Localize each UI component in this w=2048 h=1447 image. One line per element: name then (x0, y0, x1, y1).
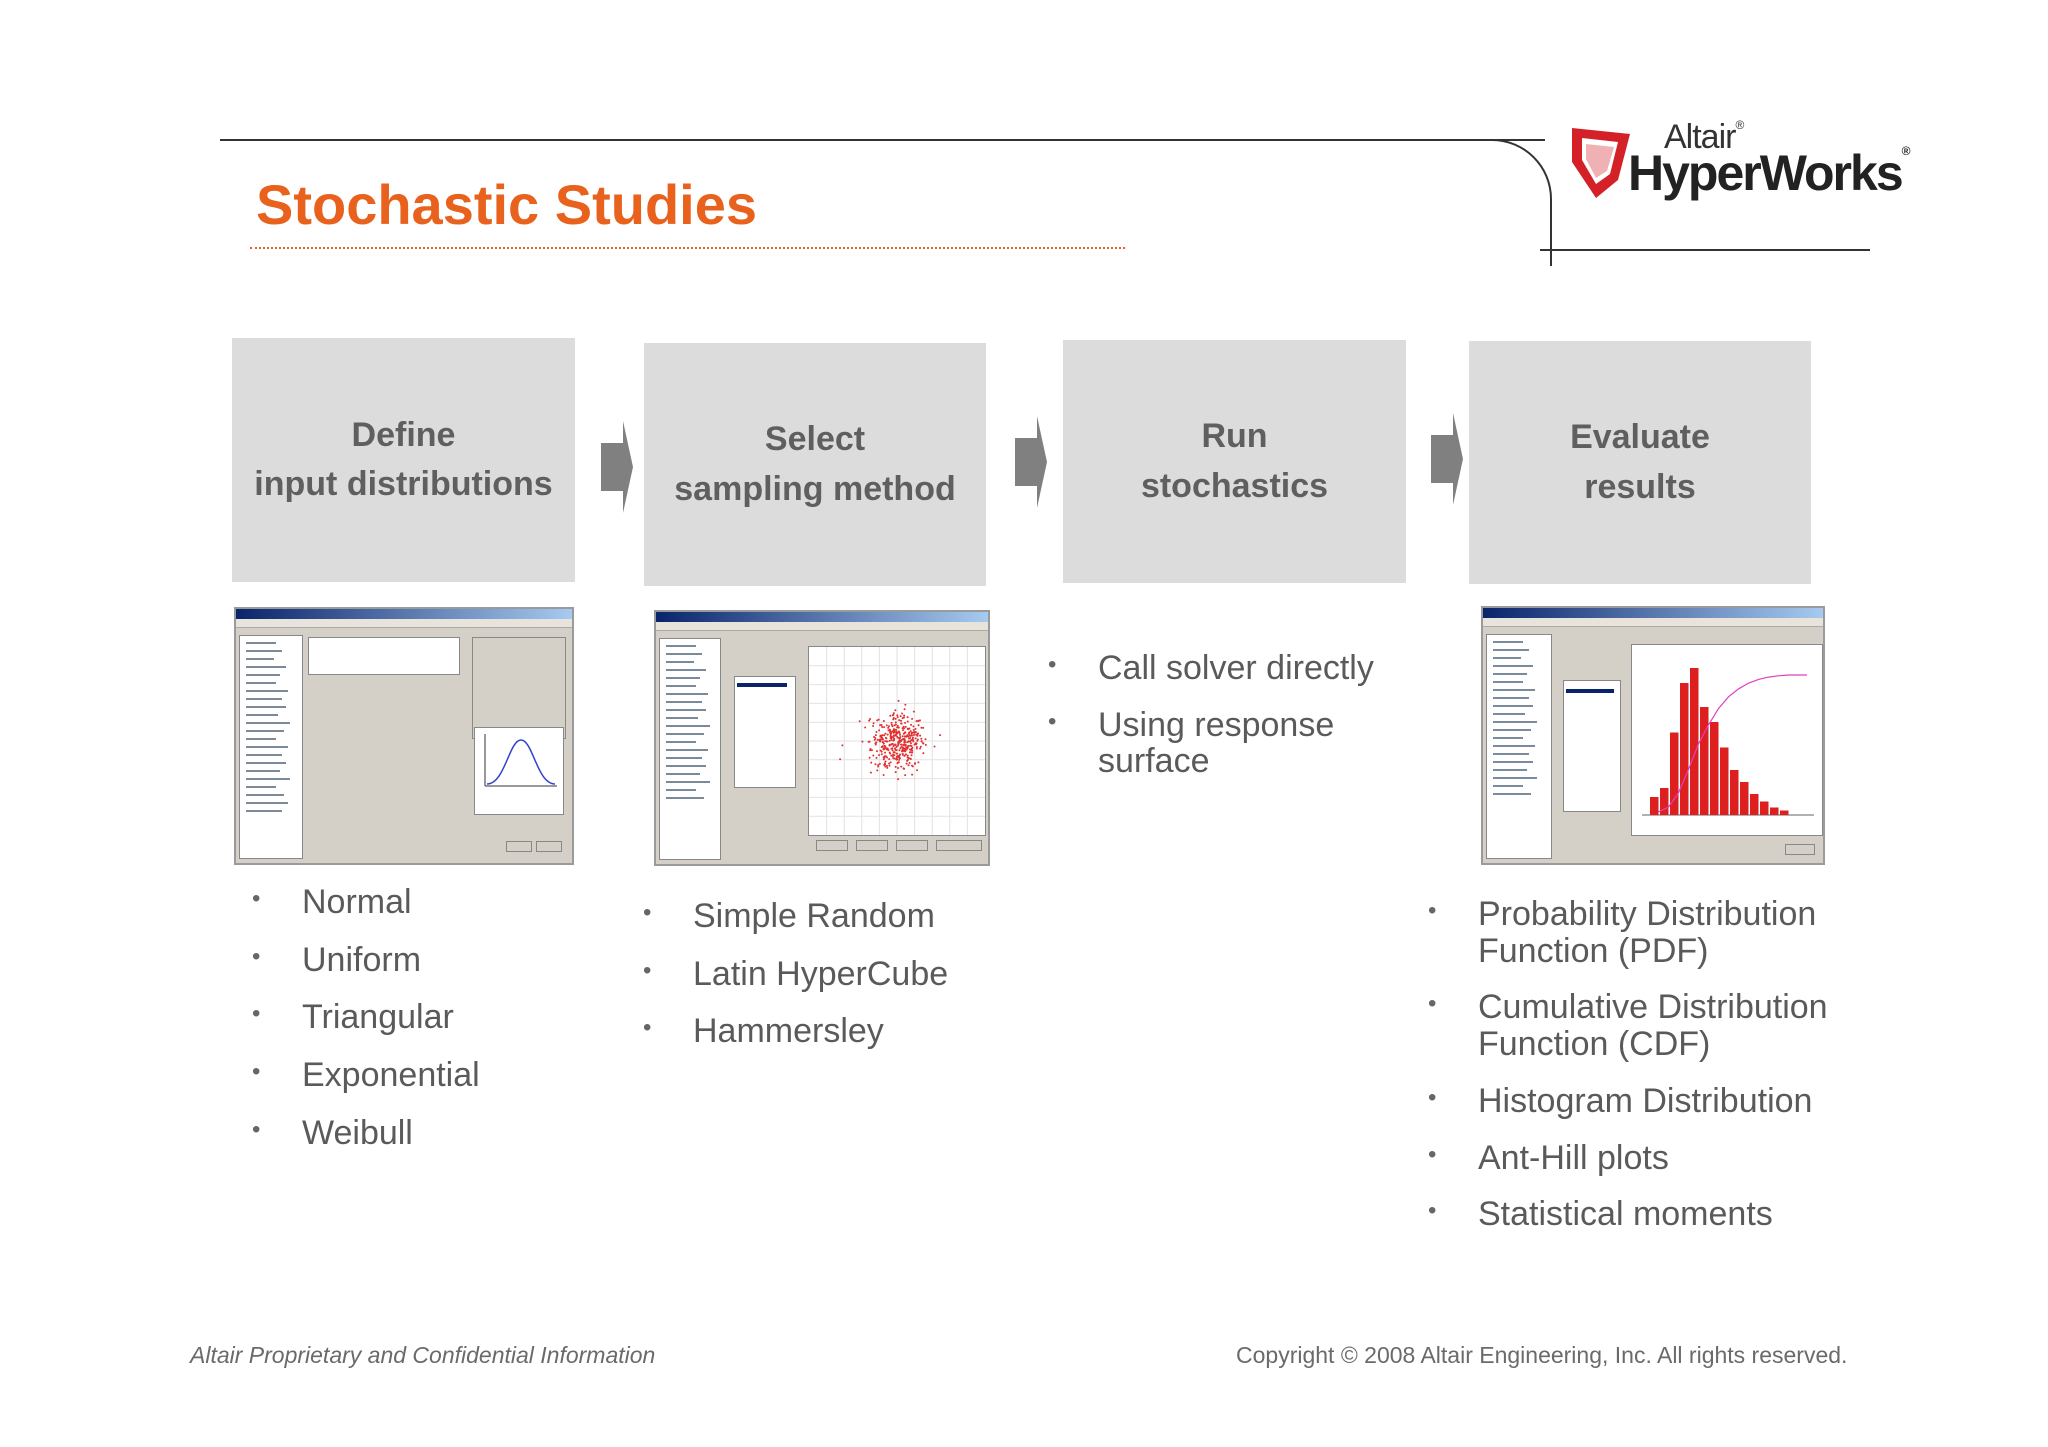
histogram-bar (1740, 782, 1749, 815)
sampling-methods-list (643, 898, 948, 1071)
sample-point (894, 709, 896, 711)
sample-point (922, 743, 924, 745)
sample-point (895, 771, 897, 773)
sample-point (902, 735, 904, 737)
variables-table (308, 637, 460, 675)
sample-point (876, 757, 878, 759)
sample-point (915, 742, 917, 744)
sample-point (884, 745, 886, 747)
sample-point (919, 735, 921, 737)
sample-point (902, 754, 904, 756)
sample-point (911, 750, 913, 752)
sample-point (883, 748, 885, 750)
sample-point (897, 716, 899, 718)
sample-point (892, 740, 894, 742)
sample-point (894, 729, 896, 731)
sample-point (886, 765, 888, 767)
sample-point (902, 746, 904, 748)
sample-point (902, 729, 904, 731)
sample-point (911, 747, 913, 749)
header-rule (220, 139, 1545, 141)
histogram-bar (1780, 811, 1789, 816)
sample-point (905, 736, 907, 738)
sample-point (869, 718, 871, 720)
logo-hyperworks-text: HyperWorks® (1628, 144, 1909, 201)
sample-point (910, 745, 912, 747)
sample-point (881, 746, 883, 748)
window-menubar (236, 619, 572, 628)
sample-point (903, 767, 905, 769)
sample-point (888, 758, 890, 760)
sample-point (875, 734, 877, 736)
sample-point (864, 727, 866, 729)
sample-point (893, 738, 895, 740)
sample-point (920, 727, 922, 729)
sample-point (890, 748, 892, 750)
window-menubar (1483, 618, 1823, 627)
sample-point (907, 759, 909, 761)
sample-point (907, 721, 909, 723)
sample-point (892, 755, 894, 757)
sample-point (913, 734, 915, 736)
histogram-bar (1730, 770, 1739, 815)
list-item: • Uniform (252, 942, 480, 979)
sample-point (879, 724, 881, 726)
sample-point (887, 727, 889, 729)
list-item: • Normal (252, 884, 480, 921)
properties-panel (472, 637, 566, 739)
sample-point (876, 750, 878, 752)
sample-point (910, 724, 912, 726)
sample-point (907, 728, 909, 730)
sample-point (884, 733, 886, 735)
sample-point (899, 737, 901, 739)
hyperworks-logo-mark-icon (1566, 122, 1636, 202)
sample-point (889, 744, 891, 746)
list-item: • Statistical moments (1428, 1196, 1898, 1233)
sample-point (879, 736, 881, 738)
sample-point (887, 729, 889, 731)
sample-point (920, 738, 922, 740)
sample-point (877, 739, 879, 741)
sample-point (906, 763, 908, 765)
sample-point (892, 749, 894, 751)
sample-point (883, 758, 885, 760)
back-button (1785, 844, 1815, 855)
sample-point (877, 765, 879, 767)
sample-point (897, 732, 899, 734)
sample-point (890, 733, 892, 735)
sample-point (897, 745, 899, 747)
sample-point (874, 737, 876, 739)
list-item: • Using response surface (1048, 707, 1418, 780)
flow-arrow-icon (1015, 416, 1047, 508)
sample-point (900, 722, 902, 724)
distribution-types-list (252, 884, 480, 1173)
sample-point (908, 727, 910, 729)
sample-point (868, 741, 870, 743)
sample-point (839, 758, 841, 760)
sample-point (875, 731, 877, 733)
sample-point (897, 743, 899, 745)
sample-point (879, 763, 881, 765)
sample-point (915, 731, 917, 733)
study-tree (1486, 634, 1552, 859)
sample-point (900, 766, 902, 768)
window-titlebar (656, 612, 988, 622)
step-label: Evaluate results (1570, 418, 1710, 506)
sample-point (883, 720, 885, 722)
sample-point (890, 739, 892, 741)
study-tree (659, 638, 721, 860)
sample-point (893, 734, 895, 736)
sample-point (894, 724, 896, 726)
sample-point (891, 730, 893, 732)
sample-point (900, 744, 902, 746)
sample-point (915, 737, 917, 739)
sample-point (904, 704, 906, 706)
sample-point (894, 747, 896, 749)
sample-point (893, 732, 895, 734)
list-item: • Call solver directly (1048, 650, 1418, 687)
sample-point (885, 737, 887, 739)
sample-point (884, 760, 886, 762)
sample-point (893, 712, 895, 714)
sample-point (904, 750, 906, 752)
sample-point (874, 763, 876, 765)
footer-confidential: Altair Proprietary and Confidential Information (190, 1342, 656, 1368)
sample-point (909, 740, 911, 742)
histogram-bar (1720, 748, 1729, 816)
sample-point (898, 719, 900, 721)
list-item: • Latin HyperCube (643, 956, 948, 993)
sample-point (913, 711, 915, 713)
sample-point (895, 721, 897, 723)
sample-point (911, 754, 913, 756)
logo-altair-text: Altair® (1664, 118, 1744, 156)
sample-point (898, 740, 900, 742)
execute-button (856, 840, 888, 851)
sample-point (896, 714, 898, 716)
sample-point (883, 774, 885, 776)
window-menubar (656, 622, 988, 631)
sample-point (909, 749, 911, 751)
sample-point (878, 754, 880, 756)
sample-point (895, 758, 897, 760)
sample-point (902, 717, 904, 719)
sample-point (886, 724, 888, 726)
sample-point (872, 725, 874, 727)
sample-point (873, 722, 875, 724)
histogram-bar (1770, 808, 1779, 816)
sample-point (884, 752, 886, 754)
list-item: • Cumulative Distribution Function (CDF) (1428, 989, 1898, 1062)
sample-point (911, 733, 913, 735)
sample-point (907, 755, 909, 757)
histogram-bar (1690, 668, 1699, 815)
list-item: • Hammersley (643, 1013, 948, 1050)
sample-point (886, 757, 888, 759)
sample-point (878, 740, 880, 742)
sample-point (869, 749, 871, 751)
sample-point (897, 778, 899, 780)
sample-point (904, 708, 906, 710)
sample-point (896, 736, 898, 738)
sample-point (925, 738, 927, 740)
sample-point (859, 720, 861, 722)
sample-point (870, 762, 872, 764)
sample-point (909, 762, 911, 764)
normal-curve-icon (475, 728, 563, 814)
step-define-input-distributions (232, 338, 575, 582)
header-right-rule (1540, 249, 1870, 251)
list-item: • Histogram Distribution (1428, 1083, 1898, 1120)
sample-point (915, 728, 917, 730)
sample-point (914, 763, 916, 765)
window-titlebar (1483, 608, 1823, 618)
screenshot-results-histogram (1481, 606, 1825, 865)
sample-point (898, 759, 900, 761)
sample-point (907, 716, 909, 718)
histogram-bar (1650, 797, 1659, 815)
study-tree (239, 635, 303, 859)
sample-point (912, 725, 914, 727)
sample-point (901, 713, 903, 715)
sample-point (895, 766, 897, 768)
sample-point (904, 722, 906, 724)
sample-point (903, 743, 905, 745)
result-types-list (1428, 896, 1898, 1253)
sample-point (903, 726, 905, 728)
header-curve (1480, 139, 1552, 266)
sample-point (888, 762, 890, 764)
histogram-bar (1700, 707, 1709, 815)
sample-point (910, 742, 912, 744)
sample-point (884, 763, 886, 765)
sample-point (909, 751, 911, 753)
sample-point (903, 755, 905, 757)
sample-point (911, 774, 913, 776)
sample-point (897, 767, 899, 769)
sample-point (896, 726, 898, 728)
sample-point (881, 751, 883, 753)
sample-point (891, 736, 893, 738)
sample-point (878, 729, 880, 731)
sample-point (904, 732, 906, 734)
sample-points-scatter (809, 647, 985, 835)
sample-point (908, 737, 910, 739)
sample-point (883, 734, 885, 736)
next-button (536, 841, 562, 852)
sample-point (888, 765, 890, 767)
sample-point (916, 735, 918, 737)
sample-point (909, 735, 911, 737)
sample-point (907, 745, 909, 747)
sample-point (895, 718, 897, 720)
run-options-list (1048, 650, 1418, 800)
sample-point (918, 724, 920, 726)
sample-point (898, 756, 900, 758)
sample-point (891, 724, 893, 726)
sample-point (901, 749, 903, 751)
window-titlebar (236, 609, 572, 619)
sample-point (870, 772, 872, 774)
sample-point (884, 766, 886, 768)
sample-point (934, 746, 936, 748)
histogram-bar (1710, 722, 1719, 815)
write-execute-button (936, 840, 982, 851)
sample-point (922, 752, 924, 754)
sample-point (922, 727, 924, 729)
sample-point (912, 765, 914, 767)
sample-point (900, 715, 902, 717)
sample-point (903, 738, 905, 740)
sample-point (905, 726, 907, 728)
screenshot-input-distributions (234, 607, 574, 865)
title-underline (250, 247, 1125, 249)
sample-point (876, 719, 878, 721)
flow-arrow-icon (1431, 413, 1463, 505)
sample-point (900, 720, 902, 722)
sample-point (912, 738, 914, 740)
sample-point (872, 755, 874, 757)
histogram-bar (1680, 683, 1689, 815)
sample-point (908, 732, 910, 734)
variable-list (734, 676, 796, 788)
back-button (506, 841, 532, 852)
sample-point (892, 718, 894, 720)
step-label: Define input distributions (254, 415, 553, 503)
sample-point (912, 740, 914, 742)
histogram-plot (1631, 644, 1823, 836)
sample-point (874, 739, 876, 741)
sample-point (898, 749, 900, 751)
altair-hyperworks-logo (1560, 118, 1909, 208)
sample-point (903, 714, 905, 716)
sample-point (917, 761, 919, 763)
sample-point (916, 720, 918, 722)
sample-point (880, 738, 882, 740)
sample-point (904, 774, 906, 776)
sample-point (892, 714, 894, 716)
sample-point (911, 718, 913, 720)
screenshot-sampling-method (654, 610, 990, 866)
sample-point (895, 744, 897, 746)
sample-point (920, 746, 922, 748)
sample-point (919, 747, 921, 749)
sample-point (917, 732, 919, 734)
sample-point (886, 741, 888, 743)
step-run-stochastics (1063, 340, 1406, 583)
sample-point (869, 757, 871, 759)
extract-button (896, 840, 928, 851)
sample-point (899, 732, 901, 734)
sample-point (881, 726, 883, 728)
sample-point (893, 744, 895, 746)
histogram-bar (1750, 794, 1759, 815)
histogram-bar (1760, 802, 1769, 816)
sample-point (939, 734, 941, 736)
sample-point (892, 753, 894, 755)
step-evaluate-results (1469, 341, 1811, 584)
sample-point (925, 744, 927, 746)
sample-point (883, 726, 885, 728)
step-label: Run stochastics (1140, 417, 1329, 505)
sample-point (899, 734, 901, 736)
page-title: Stochastic Studies (256, 173, 758, 236)
distribution-preview (474, 727, 564, 815)
sample-point (916, 746, 918, 748)
footer-copyright: Copyright © 2008 Altair Engineering, Inc. All rights reserved. (1236, 1342, 1848, 1368)
sample-point (905, 741, 907, 743)
sample-point (898, 700, 900, 702)
sample-point (886, 767, 888, 769)
sample-point (919, 719, 921, 721)
sample-point (899, 747, 901, 749)
sample-point (887, 749, 889, 751)
sample-point (896, 753, 898, 755)
list-item: • Triangular (252, 999, 480, 1036)
sample-point (893, 751, 895, 753)
sample-point (876, 769, 878, 771)
sample-point (917, 738, 919, 740)
histogram-cdf-chart (1632, 645, 1822, 835)
response-list (1563, 680, 1621, 812)
step-select-sampling-method (644, 343, 986, 586)
sample-point (887, 734, 889, 736)
sample-point (886, 748, 888, 750)
sample-point (911, 752, 913, 754)
step-label: Select sampling method (674, 420, 956, 508)
write-button (816, 840, 848, 851)
flow-arrow-icon (601, 421, 633, 513)
sample-point (882, 741, 884, 743)
sample-point (908, 764, 910, 766)
sampling-scatter-plot (808, 646, 986, 836)
sample-point (921, 740, 923, 742)
sample-point (889, 740, 891, 742)
list-item: • Weibull (252, 1115, 480, 1152)
sample-point (881, 753, 883, 755)
sample-point (891, 722, 893, 724)
sample-point (889, 751, 891, 753)
sample-point (841, 744, 843, 746)
sample-point (861, 741, 863, 743)
sample-point (889, 715, 891, 717)
sample-point (895, 731, 897, 733)
list-item: • Simple Random (643, 898, 948, 935)
list-item: • Probability Distribution Function (PDF) (1428, 896, 1898, 969)
list-item: • Ant-Hill plots (1428, 1140, 1898, 1177)
sample-point (874, 742, 876, 744)
list-item: • Exponential (252, 1057, 480, 1094)
sample-point (897, 762, 899, 764)
sample-point (904, 747, 906, 749)
sample-point (882, 739, 884, 741)
sample-point (916, 769, 918, 771)
sample-point (909, 757, 911, 759)
